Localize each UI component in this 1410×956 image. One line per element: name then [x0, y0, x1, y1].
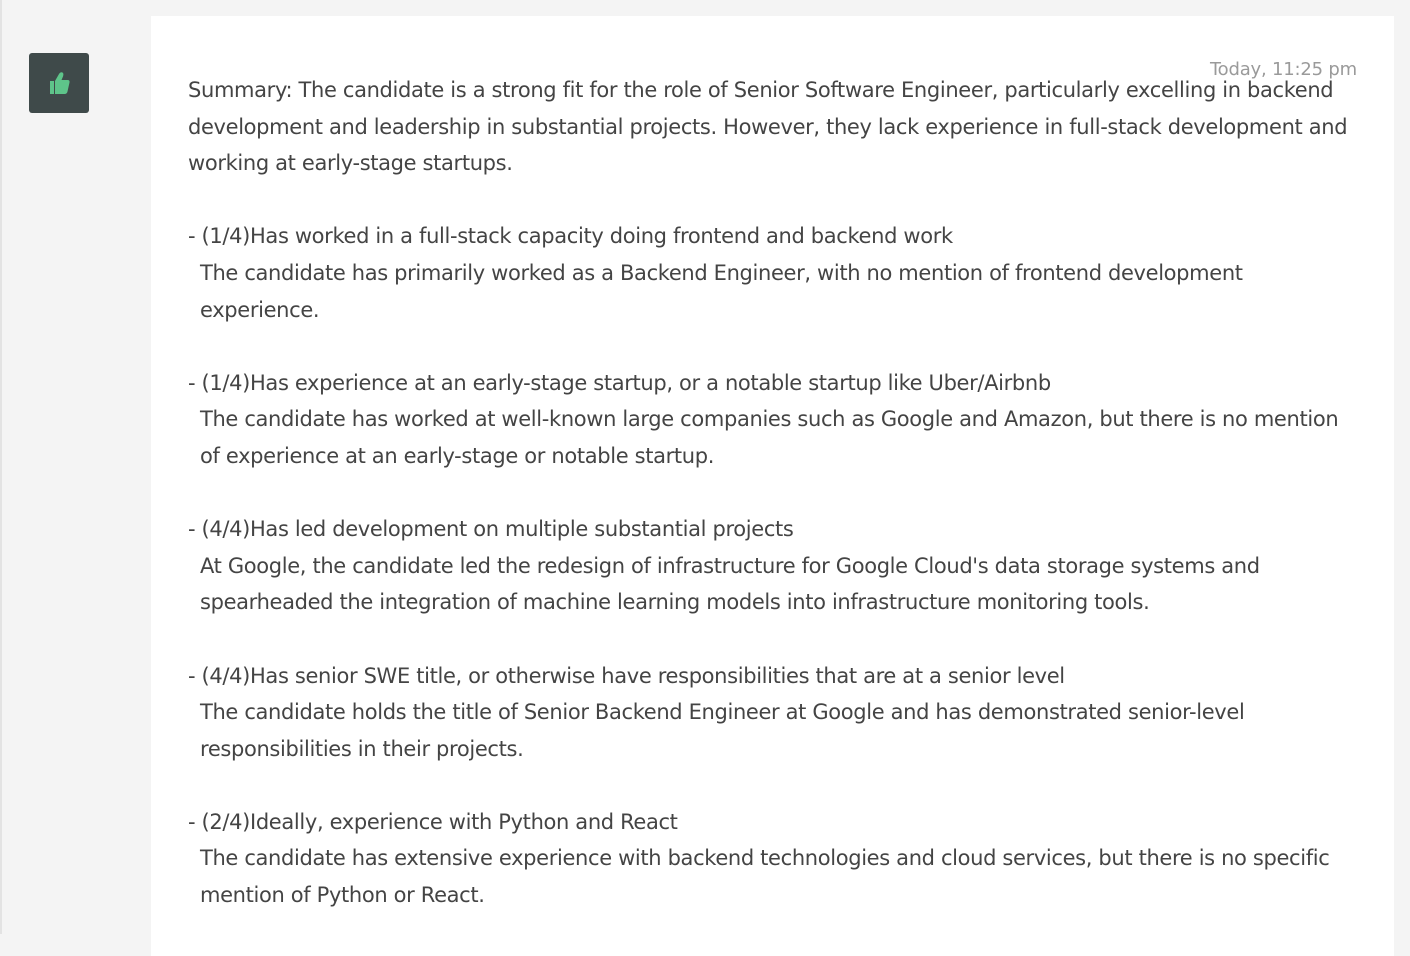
criterion-detail: The candidate has extensive experience with backend technologies and cloud services, but there is no specific mention of Python or React.	[200, 846, 1330, 908]
criterion-detail: The candidate has worked at well-known large companies such as Google and Amazon, but there is no mention of experience at an early-stage or notable startup.	[200, 407, 1339, 468]
criterion-heading: - (4/4)Has senior SWE title, or otherwise have responsibilities that are at a senior level	[188, 663, 1065, 688]
message-card	[151, 16, 1394, 956]
criterion-item	[188, 365, 1363, 475]
thumbs-up-icon	[45, 69, 73, 97]
criterion-item	[188, 804, 1363, 914]
left-border	[0, 0, 2, 934]
message-timestamp: Today, 11:25 pm	[1209, 59, 1357, 80]
avatar	[29, 53, 89, 113]
criterion-item	[188, 658, 1363, 768]
criterion-heading: - (2/4)Ideally, experience with Python and React	[188, 809, 678, 834]
criterion-detail: The candidate has primarily worked as a Backend Engineer, with no mention of frontend development experience.	[200, 260, 1243, 322]
criterion-detail: At Google, the candidate led the redesign of infrastructure for Google Cloud's data storage systems and spearheaded the integration of machine learning models into infrastructure monitoring tools.	[200, 553, 1260, 615]
message-body	[188, 72, 1363, 914]
criterion-heading: - (1/4)Has worked in a full-stack capacity doing frontend and backend work	[188, 224, 953, 249]
criterion-item	[188, 218, 1363, 328]
criterion-heading: - (1/4)Has experience at an early-stage startup, or a notable startup like Uber/Airbnb	[188, 370, 1051, 395]
summary-text: Summary: The candidate is a strong fit for the role of Senior Software Engineer, particularly excelling in backend development and leadership in substantial projects. However, they lack experience in full-stack development and working at early-stage startups.	[188, 78, 1348, 176]
criterion-heading: - (4/4)Has led development on multiple substantial projects	[188, 517, 794, 542]
criterion-detail: The candidate holds the title of Senior Backend Engineer at Google and has demonstrated senior-level responsibilities in their projects.	[200, 700, 1245, 761]
criterion-item	[188, 511, 1363, 621]
